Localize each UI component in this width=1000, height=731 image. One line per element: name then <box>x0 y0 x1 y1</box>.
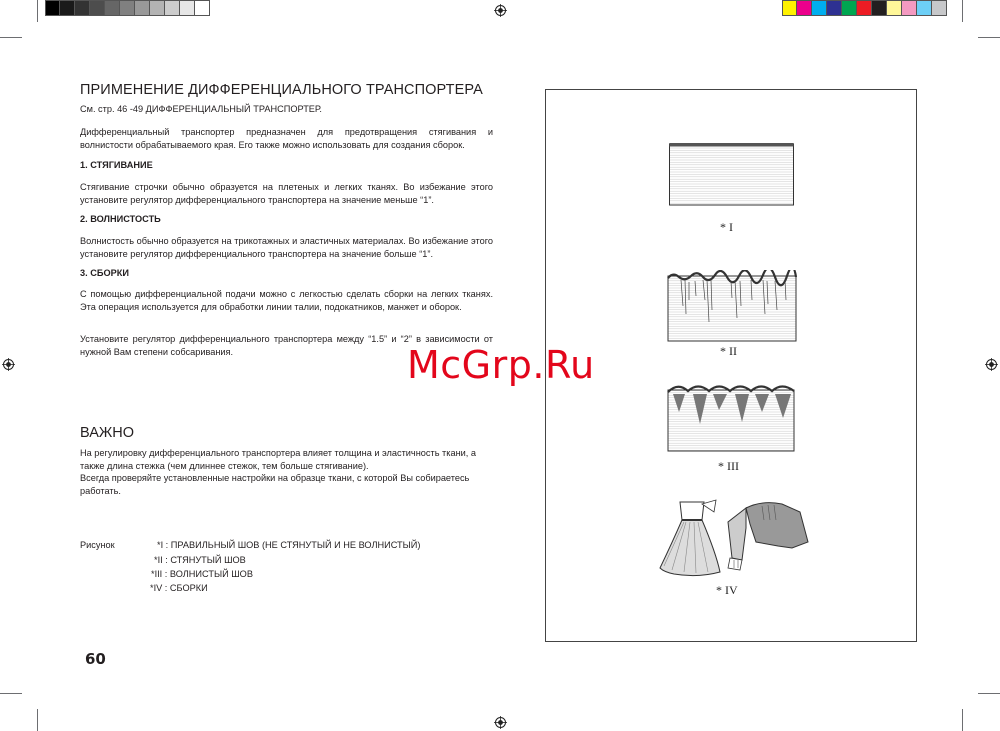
color-swatch <box>782 0 797 16</box>
gathers-garments-illustration <box>658 498 813 583</box>
color-calibration-bar <box>782 0 947 16</box>
grayscale-calibration-bar <box>45 0 210 16</box>
section-text-puckering: Стягивание строчки обычно образуется на плетеных и легких тканях. Во избежание этого установите регулятор дифференциального транспортера на значение меньше “1”. <box>80 182 493 205</box>
legend-item: *II : СТЯНУТЫЙ ШОВ <box>154 555 246 565</box>
color-swatch <box>932 0 947 16</box>
legend-item: *I : ПРАВИЛЬНЫЙ ШОВ (НЕ СТЯНУТЫЙ И НЕ ВОЛНИСТЫЙ) <box>157 540 421 550</box>
gray-swatch <box>45 0 60 16</box>
section-heading-gathers: 3. СБОРКИ <box>80 268 129 278</box>
correct-seam-illustration <box>669 142 794 206</box>
color-swatch <box>842 0 857 16</box>
figure-legend-label: Рисунок <box>80 540 115 550</box>
see-reference: См. стр. 46 -49 ДИФФЕРЕНЦИАЛЬНЫЙ ТРАНСПОРТЕР. <box>80 104 322 114</box>
gray-swatch <box>75 0 90 16</box>
important-heading: ВАЖНО <box>80 425 134 441</box>
section-heading-puckering: 1. СТЯГИВАНИЕ <box>80 160 153 170</box>
crop-mark <box>37 709 38 731</box>
gray-swatch <box>135 0 150 16</box>
color-swatch <box>872 0 887 16</box>
color-swatch <box>797 0 812 16</box>
gray-swatch <box>180 0 195 16</box>
important-text-1: На регулировку дифференциального транспортера влияет толщина и эластичность ткани, а также длина стежка (чем длиннее стежок, тем больше стягивание). <box>80 448 477 471</box>
figure-caption: * III <box>718 459 739 473</box>
figure-caption: * IV <box>716 583 738 597</box>
color-swatch <box>827 0 842 16</box>
color-swatch <box>917 0 932 16</box>
figure-panel <box>545 89 917 642</box>
gray-swatch <box>60 0 75 16</box>
color-swatch <box>902 0 917 16</box>
page-number: 60 <box>85 650 106 668</box>
section-text-gathers: С помощью дифференциальной подачи можно с легкостью сделать сборки на легких тканях. Эта операция используется для обработки линии талии, подокатников, манжет и оборок. <box>80 289 493 312</box>
legend-item: *III : ВОЛНИСТЫЙ ШОВ <box>151 569 253 579</box>
intro-paragraph: Дифференциальный транспортер предназначен для предотвращения стягивания и волнистости обрабатываемого края. Его также можно использовать для создания сборок. <box>80 127 493 150</box>
page-title: ПРИМЕНЕНИЕ ДИФФЕРЕНЦИАЛЬНОГО ТРАНСПОРТЕРА <box>80 82 483 98</box>
crop-mark <box>0 693 22 694</box>
section-heading-waviness: 2. ВОЛНИСТОСТЬ <box>80 214 161 224</box>
gray-swatch <box>165 0 180 16</box>
registration-mark-icon <box>494 716 507 729</box>
registration-mark-icon <box>494 4 507 17</box>
figure-caption: * I <box>720 220 733 234</box>
crop-mark <box>37 0 38 22</box>
legend-item: *IV : СБОРКИ <box>150 583 208 593</box>
important-text-2: Всегда проверяйте установленные настройки на образце ткани, с которой Вы собираетесь работать. <box>80 473 470 496</box>
section-text-gathers-setting: Установите регулятор дифференциального транспортера между “1.5” и “2” в зависимости от нужной Вам степени собсаривания. <box>80 334 493 357</box>
watermark-logo: McGrp.Ru <box>407 343 595 387</box>
color-swatch <box>857 0 872 16</box>
crop-mark <box>978 693 1000 694</box>
gray-swatch <box>105 0 120 16</box>
registration-mark-icon <box>2 358 15 371</box>
section-text-waviness: Волнистость обычно образуется на трикотажных и эластичных материалах. Во избежание этого установите регулятор дифференциального транспортера на значение больше “1”. <box>80 236 493 259</box>
color-swatch <box>812 0 827 16</box>
gray-swatch <box>195 0 210 16</box>
crop-mark <box>962 709 963 731</box>
crop-mark <box>962 0 963 22</box>
gray-swatch <box>150 0 165 16</box>
puckered-seam-illustration <box>667 270 797 342</box>
registration-mark-icon <box>985 358 998 371</box>
wavy-seam-illustration <box>667 382 795 452</box>
gray-swatch <box>120 0 135 16</box>
crop-mark <box>0 37 22 38</box>
gray-swatch <box>90 0 105 16</box>
crop-mark <box>978 37 1000 38</box>
color-swatch <box>887 0 902 16</box>
figure-caption: * II <box>720 344 737 358</box>
